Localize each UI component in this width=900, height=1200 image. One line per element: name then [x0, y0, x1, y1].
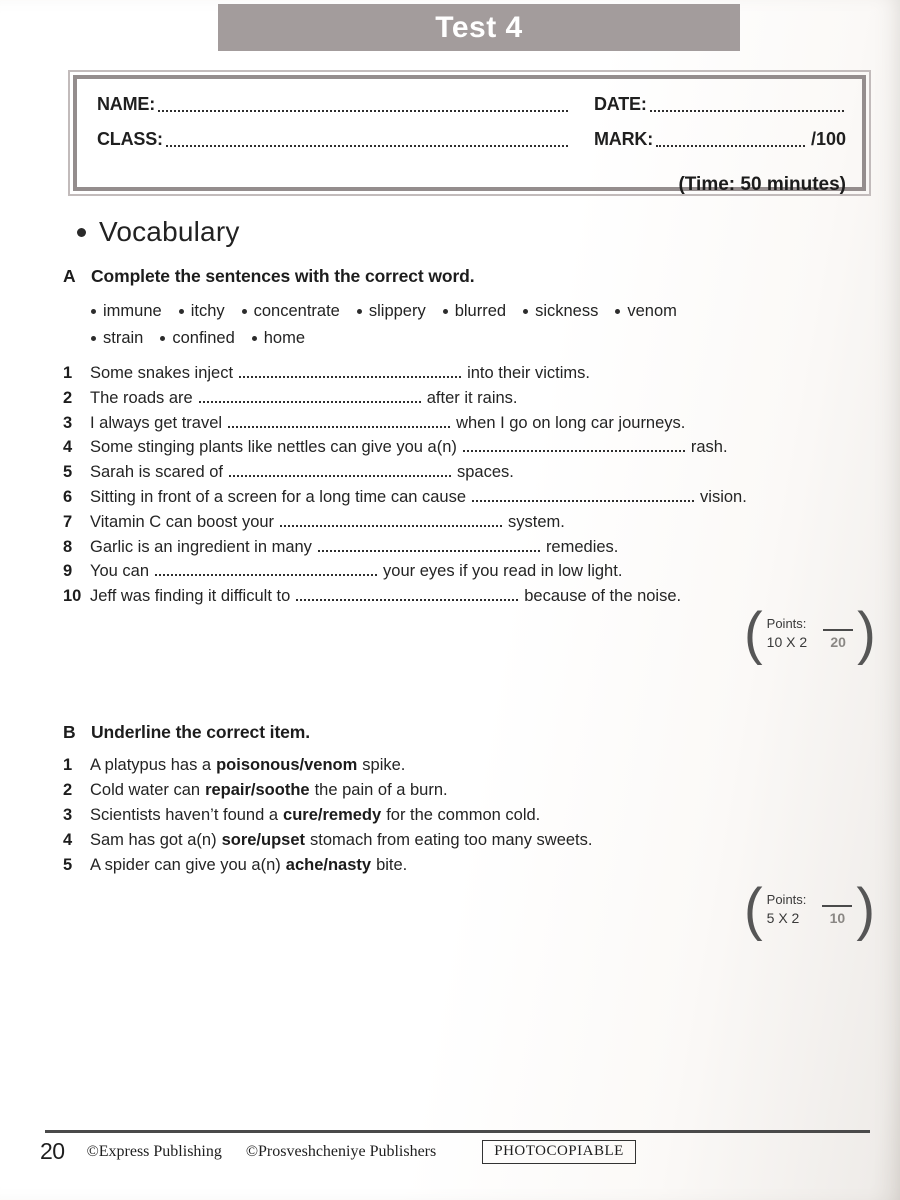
exercise-b-letter: B — [63, 722, 76, 742]
bullet-icon — [523, 309, 528, 314]
sentence-post: your eyes if you read in low light. — [383, 562, 623, 581]
exercise-a-item-3 — [63, 414, 843, 439]
item-number: 5 — [63, 856, 73, 874]
answer-blank — [155, 573, 377, 576]
word-bank-item — [443, 302, 506, 321]
mark-label: MARK: — [594, 129, 653, 149]
student-info-box — [68, 70, 871, 196]
sentence-pre: I always get travel — [90, 413, 223, 432]
sentence-pre: Sarah is scared of — [90, 463, 223, 482]
answer-blank — [318, 549, 540, 552]
item-number: 2 — [63, 781, 73, 799]
choice-pair: sore/upset — [221, 831, 306, 849]
sentence-post: stomach from eating too many sweets. — [310, 831, 593, 849]
item-number: 9 — [63, 562, 73, 581]
bullet-icon — [91, 309, 96, 314]
word-bank — [91, 302, 711, 356]
item-sentence — [90, 562, 622, 581]
item-number: 10 — [63, 587, 82, 606]
time-note: (Time: 50 minutes) — [678, 174, 846, 195]
name-answer-line — [158, 108, 568, 112]
item-number: 3 — [63, 806, 73, 824]
answer-blank — [472, 499, 694, 502]
item-sentence — [90, 538, 618, 557]
word-bank-item — [160, 329, 234, 348]
points-score-line — [822, 899, 852, 907]
sentence-pre: Some stinging plants like nettles can give you a(n) — [90, 438, 457, 457]
word-bank-item — [91, 329, 143, 348]
points-formula: 10 X 2 — [766, 634, 808, 650]
exercise-a-item-10 — [63, 587, 843, 612]
sentence-pre: Sam has got a(n) — [90, 831, 217, 849]
exercise-b-header — [63, 722, 310, 743]
item-number: 3 — [63, 413, 73, 432]
class-answer-line — [166, 143, 568, 147]
item-number: 2 — [63, 388, 73, 407]
page-number: 20 — [40, 1138, 65, 1164]
date-answer-line — [650, 108, 844, 112]
name-label: NAME: — [97, 94, 155, 114]
item-sentence — [90, 438, 728, 457]
word-bank-item — [91, 302, 162, 321]
item-sentence — [90, 364, 590, 383]
points-body — [767, 892, 853, 926]
answer-blank — [228, 425, 450, 428]
name-date-row — [97, 95, 846, 113]
word-bank-word: concentrate — [253, 302, 340, 320]
paren-open — [744, 607, 763, 660]
item-sentence — [90, 463, 514, 482]
item-number: 5 — [63, 463, 73, 482]
item-number: 8 — [63, 537, 73, 556]
exercise-a-item-6 — [63, 488, 843, 513]
exercise-a-item-4 — [63, 438, 843, 463]
answer-blank — [229, 474, 451, 477]
sentence-pre: Vitamin C can boost your — [90, 512, 275, 531]
exercise-b-item-3 — [63, 806, 843, 831]
item-sentence — [90, 587, 681, 606]
exercise-b-items — [63, 756, 843, 881]
exercise-a-instruction: Complete the sentences with the correct word. — [91, 266, 475, 286]
word-bank-item — [615, 302, 677, 321]
copyright-express: ©Express Publishing — [86, 1142, 222, 1160]
test-title-bar — [218, 4, 740, 51]
word-bank-word: venom — [627, 302, 677, 320]
word-bank-word: slippery — [368, 302, 426, 320]
sentence-pre: The roads are — [90, 388, 193, 407]
paren-open — [744, 883, 763, 936]
answer-blank — [199, 400, 421, 403]
sentence-post: rash. — [690, 438, 728, 457]
points-label: Points: — [766, 616, 807, 631]
sentence-post: system. — [508, 512, 565, 531]
sentence-post: spike. — [362, 756, 406, 774]
bullet-icon — [443, 309, 448, 314]
exercise-a-items — [63, 364, 843, 612]
date-group — [594, 95, 846, 113]
sentence-post: after it rains. — [426, 388, 518, 407]
word-bank-word: strain — [103, 329, 144, 347]
item-sentence — [90, 856, 407, 875]
bullet-icon — [357, 309, 362, 314]
sentence-pre: A spider can give you a(n) — [90, 856, 281, 874]
paren-close — [856, 883, 875, 936]
bullet-icon — [252, 336, 257, 341]
sentence-post: into their victims. — [467, 364, 590, 382]
word-bank-word: immune — [103, 302, 162, 320]
bullet-icon — [615, 309, 620, 314]
item-sentence — [90, 488, 747, 507]
sentence-pre: Garlic is an ingredient in many — [90, 537, 312, 556]
exercise-b-item-4 — [63, 831, 843, 856]
item-sentence — [90, 513, 565, 532]
points-badge-b — [744, 884, 875, 934]
class-mark-row — [97, 130, 846, 148]
sentence-post: when I go on long car journeys. — [456, 413, 686, 432]
vocabulary-title: Vocabulary — [99, 216, 240, 247]
exercise-a-item-1 — [63, 364, 843, 389]
sentence-pre: Some snakes inject — [90, 364, 234, 382]
class-label: CLASS: — [97, 129, 163, 149]
sentence-post: for the common cold. — [386, 806, 541, 824]
item-sentence — [90, 806, 540, 825]
mark-group — [594, 130, 846, 148]
exercise-a-item-9 — [63, 562, 843, 587]
sentence-pre: Sitting in front of a screen for a long time can cause — [90, 487, 467, 506]
exercise-a-item-8 — [63, 538, 843, 563]
footer — [40, 1138, 870, 1165]
exercise-a-item-7 — [63, 513, 843, 538]
sentence-pre: Jeff was finding it difficult to — [90, 587, 291, 606]
mark-total: /100 — [810, 129, 846, 149]
item-number: 1 — [63, 756, 73, 774]
word-bank-word: itchy — [190, 302, 225, 320]
choice-pair: cure/remedy — [283, 806, 382, 824]
exercise-a-header — [63, 266, 475, 287]
student-info-box-inner — [73, 75, 866, 195]
item-sentence — [90, 414, 685, 433]
footer-rule — [45, 1130, 870, 1133]
sentence-pre: Scientists haven’t found a — [90, 806, 279, 824]
sentence-pre: A platypus has a — [90, 756, 212, 774]
exercise-b-item-1 — [63, 756, 843, 781]
item-number: 1 — [63, 364, 73, 382]
word-bank-word: confined — [172, 329, 235, 347]
item-sentence — [90, 389, 518, 408]
sentence-pre: Cold water can — [90, 781, 201, 799]
points-total: 10 — [829, 910, 846, 926]
item-sentence — [90, 756, 405, 775]
sentence-post: the pain of a burn. — [314, 781, 448, 799]
sentence-post: vision. — [700, 487, 747, 506]
word-bank-item — [179, 302, 225, 321]
exercise-b-item-5 — [63, 856, 843, 881]
bullet-icon — [242, 309, 247, 314]
item-number: 7 — [63, 512, 73, 531]
answer-blank — [296, 598, 518, 601]
mark-answer-line — [656, 143, 805, 147]
exercise-b-instruction: Underline the correct item. — [91, 722, 311, 742]
item-number: 6 — [63, 487, 73, 506]
paren-close — [857, 607, 876, 660]
sentence-post: remedies. — [545, 537, 619, 556]
word-bank-word: blurred — [454, 302, 507, 320]
points-score-line — [823, 623, 853, 631]
bullet-icon — [91, 336, 96, 341]
test-title: Test 4 — [435, 10, 523, 44]
word-bank-word: home — [263, 329, 306, 347]
word-bank-word: sickness — [535, 302, 599, 320]
exercise-b-item-2 — [63, 781, 843, 806]
word-bank-item — [252, 329, 305, 348]
choice-pair: repair/soothe — [205, 781, 310, 799]
word-bank-row-1 — [91, 302, 711, 321]
sentence-post: bite. — [376, 856, 408, 874]
exercise-a-item-2 — [63, 389, 843, 414]
sentence-post: because of the noise. — [524, 587, 682, 606]
bullet-icon — [179, 309, 184, 314]
vocabulary-section-heading — [77, 216, 240, 248]
answer-blank — [280, 524, 502, 527]
photocopiable-badge: PHOTOCOPIABLE — [482, 1140, 636, 1164]
sentence-pre: You can — [90, 562, 150, 581]
points-body — [767, 616, 853, 650]
date-label: DATE: — [594, 94, 647, 114]
word-bank-item — [242, 302, 340, 321]
points-badge-a — [744, 608, 876, 658]
answer-blank — [463, 449, 685, 452]
sentence-post: spaces. — [456, 463, 514, 482]
bullet-icon — [160, 336, 165, 341]
item-number: 4 — [63, 438, 73, 457]
exercise-a-letter: A — [63, 266, 76, 286]
choice-pair: poisonous/venom — [216, 756, 358, 774]
answer-blank — [239, 375, 461, 378]
choice-pair: ache/nasty — [285, 856, 372, 874]
copyright-prosveshcheniye: ©Prosveshcheniye Publishers — [245, 1142, 437, 1160]
bullet-icon — [77, 228, 86, 237]
points-formula: 5 X 2 — [766, 910, 800, 926]
item-sentence — [90, 831, 592, 850]
word-bank-item — [523, 302, 598, 321]
item-sentence — [90, 781, 448, 800]
points-label: Points: — [766, 892, 807, 907]
exercise-a-item-5 — [63, 463, 843, 488]
points-total: 20 — [830, 634, 846, 650]
item-number: 4 — [63, 831, 73, 849]
time-row — [97, 174, 846, 196]
word-bank-item — [357, 302, 426, 321]
word-bank-row-2 — [91, 329, 711, 348]
